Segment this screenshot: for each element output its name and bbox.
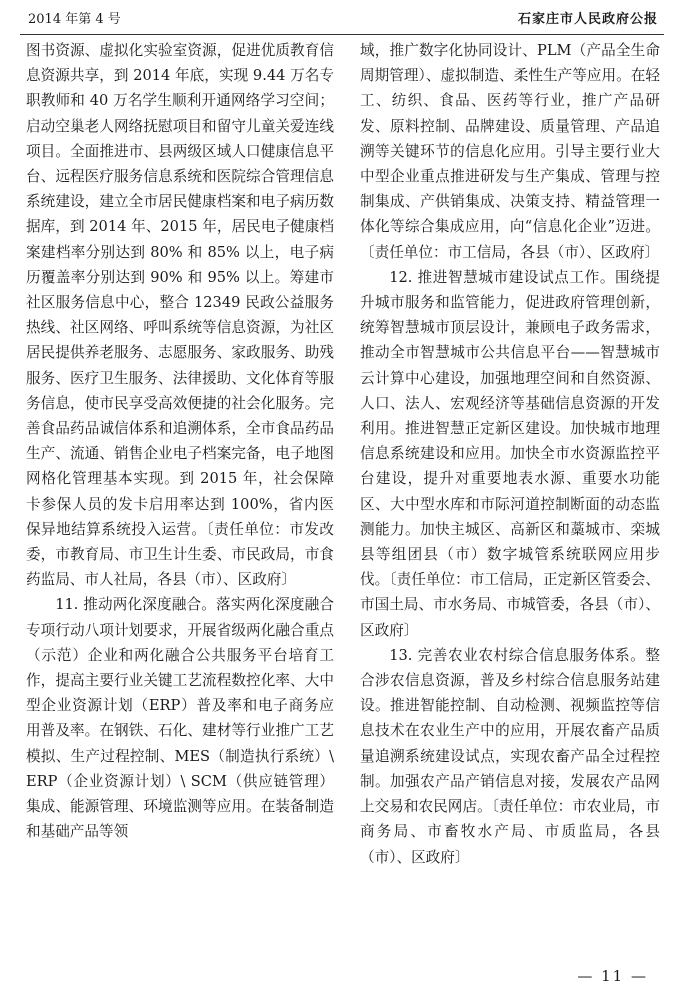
item-11-continued-paragraph: 域，推广数字化协同设计、PLM（产品全生命周期管理）、虚拟制造、柔性生产等应用。在轻工、纺织、食品、医药等行业，推广产品研发、原料控制、品牌建设、质量管理、产品追溯等关键环节的信息化应用。引导主要行业大中型企业重点推进研发与生产集成、管理与控制集成、产供销集成、决策支持、精益管理一体化等综合集成应用，向“信息化企业”迈进。〔责任单位：市工信局，各县（市）、区政府〕 bbox=[360, 42, 660, 261]
page-header bbox=[20, 6, 664, 35]
item-12-paragraph: 12. 推进智慧城市建设试点工作。围绕提升城市服务和监管能力，促进政府管理创新，统筹智慧城市顶层设计，兼顾电子政务需求，推动全市智慧城市公共信息平台——智慧城市云计算中心建设，加强地理空间和自然资源、人口、法人、宏观经济等基础信息资源的开发利用。推进智慧正定新区建设。加快城市地理信息系统建设和应用。加快全市水资源监控平台建设，提升对重要地表水源、重要水功能区、大中型水库和市际河道控制断面的动态监测能力。加快主城区、高新区和藁城市、栾城县等组团县（市）数字城管系统联网应用步伐。〔责任单位：市工信局，正定新区管委会、市国土局、市水务局、市城管委，各县（市）、区政府〕 bbox=[360, 268, 660, 639]
item-11-paragraph: 11. 推动两化深度融合。落实两化深度融合专项行动八项计划要求，开展省级两化融合重点（示范）企业和两化融合公共服务平台培育工作，提高主要行业关键工艺流程数控化率、大中型企业资源计划（ERP）普及率和电子商务应用普及率。在钢铁、石化、建材等行业推广工艺模拟、生产过程控制、MES（制造执行系统）\ ERP（企业资源计划）\ SCM（供应链管理）集成、能源管理、环境监测等应用。在装备制造和基础产品等领 bbox=[26, 596, 334, 841]
left-column bbox=[26, 38, 334, 958]
right-column bbox=[360, 38, 660, 958]
item-13-paragraph: 13. 完善农业农村综合信息服务体系。整合涉农信息资源，普及乡村综合信息服务站建设。推进智能控制、自动检测、视频监控等信息技术在农业生产中的应用，开展农畜产品质量追溯系统建设试点，实现农畜产品全过程控制。加强农产品产销信息对接，发展农产品网上交易和农民网店。〔责任单位：市农业局，市商务局、市畜牧水产局、市质监局，各县（市）、区政府〕 bbox=[360, 646, 660, 866]
page-number: — 11 — bbox=[577, 967, 648, 985]
issue-label: 2014 年第 4 号 bbox=[28, 12, 121, 27]
continued-paragraph: 图书资源、虚拟化实验室资源，促进优质教育信息资源共享，到 2014 年底，实现 9.44 万名专职教师和 40 万名学生顺利开通网络学习空间；启动空巢老人网络抚慰项目和留守儿童关爱连线项目。全面推进市、县两级区域人口健康信息平台、远程医疗服务信息系统和医院综合管理信息系统建设，建立全市居民健康档案和电子病历数据库，到 2014 年、2015 年，居民电子健康档案建档率分别达到 80% 和 85% 以上，电子病历覆盖率分别达到 90% 和 95% 以上。筹建市社区服务信息中心，整合 12349 民政公益服务热线、社区网络、呼叫系统等信息资源，为社区居民提供养老服务、志愿服务、家政服务、助残服务、医疗卫生服务、法律援助、文化体育等服务信息，使市民享受高效便捷的社会化服务。完善食品药品诚信体系和追溯体系，全市食品药品生产、流通、销售企业电子档案完备，电子地图网格化管理基本实现。到 2015 年，社会保障卡参保人员的发卡启用率达到 100%，省内医保异地结算系统投入运营。〔责任单位：市发改委，市教育局、市卫生计生委、市民政局，市食药监局、市人社局，各县（市）、区政府〕 bbox=[26, 42, 334, 589]
publication-title: 石家庄市人民政府公报 bbox=[517, 12, 658, 27]
